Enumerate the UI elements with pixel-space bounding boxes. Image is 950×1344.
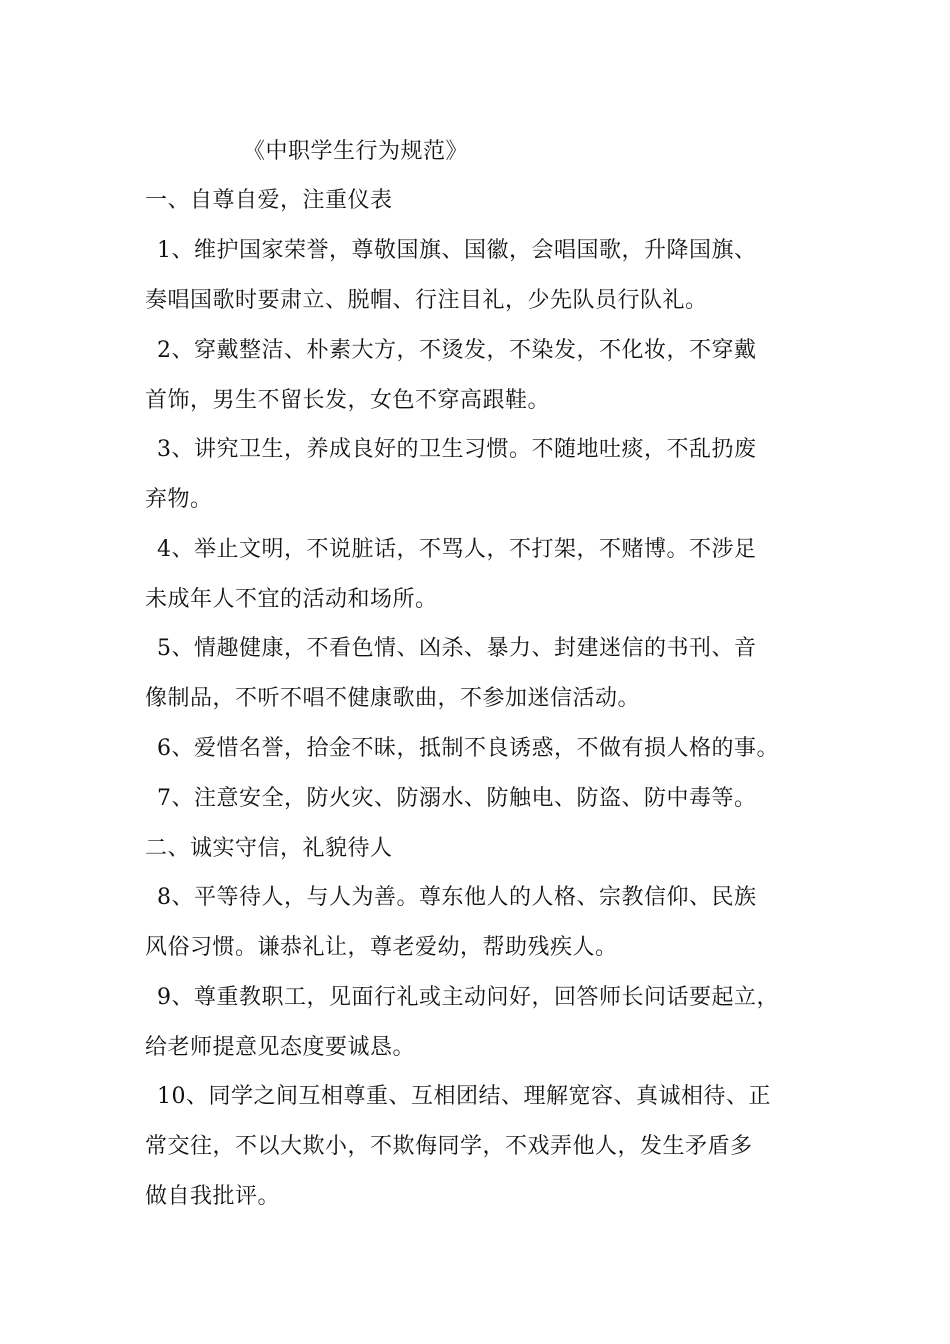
section-2-heading: 二、诚实守信，礼貌待人 [145,836,393,861]
rule-10-line-1: 10、同学之间互相尊重、互相团结、理解宽容、真诚相待、正 [157,1084,771,1109]
rule-8-line-1: 8、平等待人，与人为善。尊东他人的人格、宗教信仰、民族 [157,885,757,910]
rule-10-line-3: 做自我批评。 [145,1184,281,1209]
rule-3-line-1: 3、讲究卫生，养成良好的卫生习惯。不随地吐痰，不乱扔废 [157,437,757,462]
rule-2-line-2: 首饰，男生不留长发，女色不穿高跟鞋。 [145,388,551,413]
rule-9-line-2: 给老师提意见态度要诚恳。 [145,1035,416,1060]
rule-1-line-2: 奏唱国歌时要肃立、脱帽、行注目礼，少先队员行队礼。 [145,288,708,313]
rule-7-line-1: 7、注意安全，防火灾、防溺水、防触电、防盗、防中毒等。 [157,786,757,811]
rule-1-line-1: 1、维护国家荣誉，尊敬国旗、国徽，会唱国歌，升降国旗、 [157,238,757,263]
rule-10-line-2: 常交往，不以大欺小，不欺侮同学，不戏弄他人，发生矛盾多 [145,1134,753,1159]
rule-5-line-2: 像制品，不听不唱不健康歌曲，不参加迷信活动。 [145,686,641,711]
rule-3-line-2: 弃物。 [145,487,213,512]
rule-2-line-1: 2、穿戴整洁、朴素大方，不烫发，不染发，不化妆，不穿戴 [157,338,757,363]
rule-9-line-1: 9、尊重教职工，见面行礼或主动问好，回答师长问话要起立， [157,985,779,1010]
rule-8-line-2: 风俗习惯。谦恭礼让，尊老爱幼，帮助残疾人。 [145,935,618,960]
rule-4-line-1: 4、举止文明，不说脏话，不骂人，不打架，不赌博。不涉足 [157,537,757,562]
rule-5-line-1: 5、情趣健康，不看色情、凶杀、暴力、封建迷信的书刊、音 [157,636,757,661]
rule-6-line-1: 6、爱惜名誉，拾金不昧，抵制不良诱惑，不做有损人格的事。 [157,736,779,761]
section-1-heading: 一、自尊自爱，注重仪表 [145,188,393,213]
document-title: 《中职学生行为规范》 [243,139,469,164]
rule-4-line-2: 未成年人不宜的活动和场所。 [145,587,438,612]
